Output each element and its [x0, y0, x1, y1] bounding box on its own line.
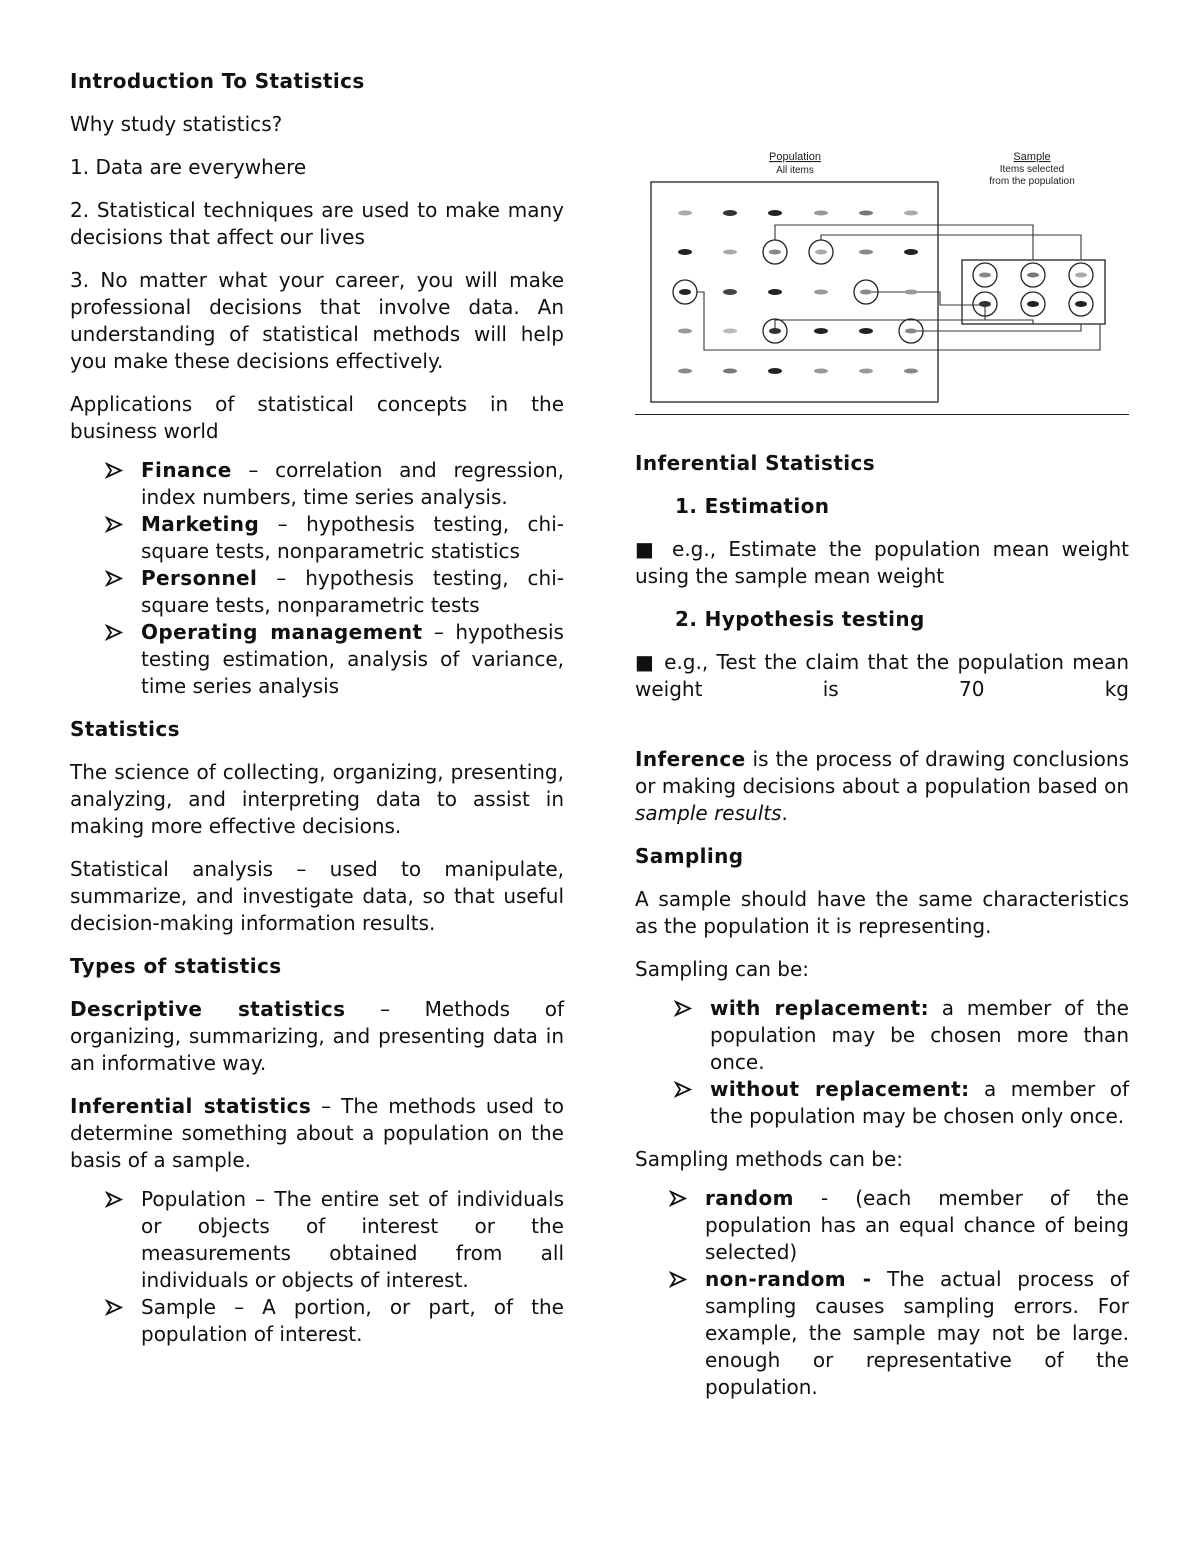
car-icon [768, 210, 782, 216]
arrow-bullet-icon [105, 565, 125, 592]
list-item: non-random - The actual process of sampling causes sampling errors. For example, the sample may not be large. enough or representative of the population. [705, 1266, 1129, 1401]
list-item: Personnel – hypothesis testing, chi-square tests, nonparametric tests [141, 565, 564, 619]
estimation-heading: 1. Estimation [675, 494, 830, 518]
list-item: Population – The entire set of individuals or objects of interest or the measurements obtained from all individuals or objects of interest. [141, 1186, 564, 1294]
car-icon [904, 369, 918, 374]
car-icon [1027, 273, 1039, 278]
estimation-example: ■ e.g., Estimate the population mean weight using the sample mean weight [635, 537, 1129, 588]
arrow-bullet-icon [674, 1076, 694, 1103]
right-column [635, 450, 1129, 1417]
car-icon [678, 369, 692, 374]
list-item: Finance – correlation and regression, index numbers, time series analysis. [141, 457, 564, 511]
car-icon [1075, 301, 1087, 307]
car-icon [678, 329, 692, 334]
left-column [70, 68, 564, 1364]
car-icon [979, 301, 991, 307]
statistics-definition: The science of collecting, organizing, presenting, analyzing, and interpreting data to assist in making more effective decisions. [70, 760, 564, 838]
sample-subtitle-2: from the population [989, 176, 1075, 187]
methods-list [635, 1185, 1129, 1401]
car-icon [768, 289, 782, 295]
car-icon [814, 369, 828, 374]
car-icon [678, 249, 692, 255]
arrow-bullet-icon [674, 995, 694, 1022]
car-icon [723, 369, 737, 374]
descriptive-statistics: Descriptive statistics – Methods of organizing, summarizing, and presenting data in an informative way. [70, 997, 564, 1075]
car-icon [678, 211, 692, 216]
car-icon [768, 368, 782, 374]
arrow-bullet-icon [669, 1266, 689, 1293]
sample-title: Sample [1013, 151, 1051, 163]
car-icon [1075, 273, 1087, 278]
reason-2: 2. Statistical techniques are used to make many decisions that affect our lives [70, 198, 564, 249]
car-icon [859, 328, 873, 334]
car-icon [859, 250, 873, 255]
car-icon [859, 369, 873, 374]
car-icon [860, 290, 872, 295]
sampling-definition: A sample should have the same characteristics as the population it is representing. [635, 887, 1129, 938]
types-heading: Types of statistics [70, 954, 282, 978]
car-icon [723, 289, 737, 295]
sample-items [973, 263, 1093, 316]
car-icon [1027, 301, 1039, 307]
car-icon [815, 250, 827, 255]
list-item: without replacement: a member of the population may be chosen only once. [710, 1076, 1129, 1130]
sample-subtitle-1: Items selected [999, 164, 1065, 175]
car-icon [679, 289, 691, 295]
car-icon [904, 211, 918, 216]
section-divider [635, 414, 1129, 415]
car-icon [814, 211, 828, 216]
applications-intro: Applications of statistical concepts in the business world [70, 392, 564, 443]
statistical-analysis: Statistical analysis – used to manipulate, summarize, and investigate data, so that useful decision-making information results. [70, 857, 564, 935]
car-icon [814, 328, 828, 334]
inference-definition: Inference is the process of drawing conclusions or making decisions about a population based on sample results. [635, 747, 1129, 825]
car-icon [904, 249, 918, 255]
sampling-types-list [635, 995, 1129, 1130]
hypothesis-example: ■ e.g., Test the claim that the population mean weight is 70 kg [635, 650, 1129, 701]
inferential-heading: Inferential Statistics [635, 451, 876, 475]
population-title: Population [769, 151, 821, 163]
list-item: Operating management – hypothesis testing estimation, analysis of variance, time series analysis [141, 619, 564, 700]
arrow-bullet-icon [669, 1185, 689, 1212]
arrow-bullet-icon [105, 1186, 125, 1213]
population-sample-diagram [640, 140, 1110, 410]
list-item: with replacement: a member of the population may be chosen more than once. [710, 995, 1129, 1076]
list-item: Sample – A portion, or part, of the population of interest. [141, 1294, 564, 1348]
car-icon [859, 211, 873, 216]
car-icon [723, 250, 737, 255]
arrow-bullet-icon [105, 619, 125, 646]
car-icon [723, 329, 737, 334]
applications-list [70, 457, 564, 700]
why-question: Why study statistics? [70, 112, 283, 136]
methods-intro: Sampling methods can be: [635, 1147, 904, 1171]
car-icon [905, 329, 917, 334]
page-title: Introduction To Statistics [70, 69, 365, 93]
sampling-heading: Sampling [635, 844, 744, 868]
arrow-bullet-icon [105, 1294, 125, 1321]
reason-1: 1. Data are everywhere [70, 155, 307, 179]
terms-list [70, 1186, 564, 1348]
inferential-statistics: Inferential statistics – The methods used to determine something about a population on the basis of a sample. [70, 1094, 564, 1172]
car-icon [904, 290, 918, 295]
arrow-bullet-icon [105, 511, 125, 538]
car-icon [723, 210, 737, 216]
car-icon [769, 328, 781, 334]
hypothesis-heading: 2. Hypothesis testing [675, 607, 925, 631]
sampling-can-be: Sampling can be: [635, 957, 809, 981]
car-icon [979, 273, 991, 278]
reason-3: 3. No matter what your career, you will make professional decisions that involve data. An understanding of statistical methods will help you make these decisions effectively. [70, 268, 564, 373]
list-item: random - (each member of the population has an equal chance of being selected) [705, 1185, 1129, 1266]
statistics-heading: Statistics [70, 717, 180, 741]
car-icon [814, 290, 828, 295]
arrow-bullet-icon [105, 457, 125, 484]
list-item: Marketing – hypothesis testing, chi-square tests, nonparametric statistics [141, 511, 564, 565]
car-icon [769, 250, 781, 255]
population-subtitle: All items [776, 165, 814, 176]
